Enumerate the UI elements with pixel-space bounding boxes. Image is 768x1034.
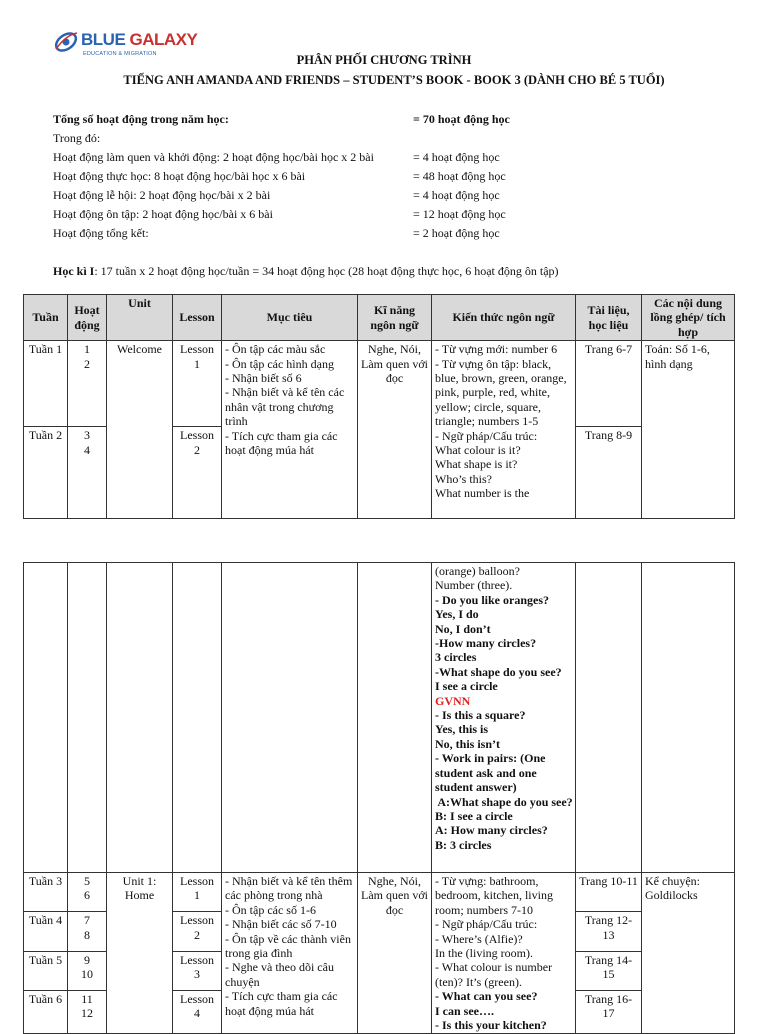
knowledge-line: (orange) balloon? bbox=[435, 564, 520, 578]
activity-cell: 3 4 bbox=[68, 427, 107, 519]
activity-cell: 1 2 bbox=[68, 341, 107, 427]
knowledge-line: -How many circles? bbox=[435, 636, 537, 651]
material-cell: Trang 16-17 bbox=[576, 991, 642, 1034]
lesson-cell: Lesson 4 bbox=[173, 991, 222, 1034]
lesson-cell: Lesson 1 bbox=[173, 873, 222, 912]
empty-cell bbox=[358, 563, 432, 873]
summary-row-value: = 48 hoạt động học bbox=[413, 169, 506, 183]
material-cell: Trang 6-7 bbox=[576, 341, 642, 427]
activity-cell: 5 6 bbox=[68, 873, 107, 912]
header-unit: Unit bbox=[107, 295, 173, 341]
summary-total-row bbox=[53, 112, 713, 131]
table-row bbox=[24, 873, 735, 912]
material-cell: Trang 14-15 bbox=[576, 951, 642, 990]
integration-cell: Toán: Số 1-6, hình dạng bbox=[642, 341, 735, 519]
skills-cell: Nghe, Nói, Làm quen với đọc bbox=[358, 341, 432, 519]
knowledge-line: No, I don’t bbox=[435, 621, 491, 636]
week-cell: Tuần 5 bbox=[24, 951, 68, 990]
logo-brand-blue: BLUE bbox=[81, 30, 126, 49]
skills-cell: Nghe, Nói, Làm quen với đọc bbox=[358, 873, 432, 1034]
empty-cell bbox=[642, 563, 735, 873]
unit-cell: Welcome bbox=[107, 341, 173, 519]
knowledge-cell: - Từ vựng mới: number 6 - Từ vựng ôn tập: black, blue, brown, green, orange, pink, purple, red, white, yellow; circle, square, triangle; numbers 1-5 - Ngữ pháp/Cấu trúc: What colour is it? What shape is it? Who’s this? What number is the bbox=[432, 341, 576, 519]
week-cell: Tuần 1 bbox=[24, 341, 68, 427]
summary-row-label: Hoạt động tổng kết: bbox=[53, 226, 149, 240]
document-subtitle: TIẾNG ANH AMANDA AND FRIENDS – STUDENT’S BOOK - BOOK 3 (DÀNH CHO BÉ 5 TUỔI) bbox=[123, 73, 665, 87]
knowledge-line: - Do you like oranges? bbox=[435, 592, 549, 607]
summary-row-value: = 2 hoạt động học bbox=[413, 226, 500, 240]
summary-row bbox=[53, 188, 713, 207]
activity-summary bbox=[53, 112, 713, 245]
logo-brand-red: GALAXY bbox=[129, 30, 198, 49]
table-row bbox=[24, 341, 735, 427]
knowledge-line: - Is this your kitchen? bbox=[435, 1018, 547, 1033]
summary-row bbox=[53, 169, 713, 188]
empty-cell bbox=[173, 563, 222, 873]
semester-line bbox=[53, 264, 559, 279]
knowledge-text: - Từ vựng: bathroom, bedroom, kitchen, living room; numbers 7-10 - Ngữ pháp/Cấu trúc: - Where’s (Alfie)? In the (living room). - What colour is number (ten)? It’s (green). bbox=[435, 874, 553, 989]
lesson-cell: Lesson 1 bbox=[173, 341, 222, 427]
week-cell: Tuần 4 bbox=[24, 912, 68, 951]
integration-cell: Kể chuyện: Goldilocks bbox=[642, 873, 735, 1034]
semester-text: : 17 tuần x 2 hoạt động học/tuần = 34 hoạt động học (28 hoạt động thực học, 6 hoạt động ôn tập) bbox=[94, 264, 559, 278]
summary-total-label: Tổng số hoạt động trong năm học: bbox=[53, 112, 229, 126]
knowledge-continuation-cell bbox=[432, 563, 576, 873]
empty-cell bbox=[24, 563, 68, 873]
header-knowledge: Kiến thức ngôn ngữ bbox=[432, 295, 576, 341]
summary-row-value: = 12 hoạt động học bbox=[413, 207, 506, 221]
knowledge-line: B: 3 circles bbox=[435, 837, 492, 852]
summary-total-value: = 70 hoạt động học bbox=[413, 112, 510, 126]
table-header-row bbox=[24, 295, 735, 341]
document-title: PHÂN PHỐI CHƯƠNG TRÌNH bbox=[296, 53, 472, 67]
knowledge-line: 3 circles bbox=[435, 650, 477, 665]
summary-row-value: = 4 hoạt động học bbox=[413, 150, 500, 164]
knowledge-line: I can see…. bbox=[435, 1003, 494, 1018]
lesson-cell: Lesson 3 bbox=[173, 951, 222, 990]
summary-row-label: Hoạt động làm quen và khởi động: 2 hoạt động học/bài học x 2 bài bbox=[53, 150, 374, 164]
knowledge-line: -What shape do you see? bbox=[435, 664, 562, 679]
knowledge-line: A: How many circles? bbox=[435, 823, 548, 838]
summary-intro-row bbox=[53, 131, 713, 150]
empty-cell bbox=[222, 563, 358, 873]
knowledge-line: - What can you see? bbox=[435, 989, 538, 1004]
header-activity: Hoạt động bbox=[68, 295, 107, 341]
knowledge-line: B: I see a circle bbox=[435, 808, 513, 823]
knowledge-line: I see a circle bbox=[435, 679, 498, 694]
goals-cell: - Ôn tập các màu sắc - Ôn tập các hình dạng - Nhận biết số 6 - Nhận biết và kể tên các nhân vật trong chương trình - Tích cực tham gia các hoạt động múa hát bbox=[222, 341, 358, 519]
semester-label: Học kì I bbox=[53, 264, 95, 278]
summary-row-label: Hoạt động lễ hội: 2 hoạt động học/bài x 2 bài bbox=[53, 188, 271, 202]
curriculum-table-part1 bbox=[23, 294, 735, 519]
header-materials: Tài liệu, học liệu bbox=[576, 295, 642, 341]
summary-row-label: Hoạt động thực học: 8 hoạt động học/bài học x 6 bài bbox=[53, 169, 306, 183]
activity-cell: 7 8 bbox=[68, 912, 107, 951]
knowledge-line: - Work in pairs: (One student ask and one student answer) bbox=[435, 751, 546, 795]
knowledge-line: A:What shape do you see? bbox=[435, 794, 573, 809]
material-cell: Trang 10-11 bbox=[576, 873, 642, 912]
galaxy-swirl-icon bbox=[53, 29, 79, 55]
lesson-cell: Lesson 2 bbox=[173, 912, 222, 951]
summary-intro: Trong đó: bbox=[53, 131, 101, 145]
empty-cell bbox=[68, 563, 107, 873]
knowledge-line: Yes, this is bbox=[435, 722, 489, 737]
header-lesson: Lesson bbox=[173, 295, 222, 341]
gvnn-label: GVNN bbox=[435, 693, 471, 708]
material-cell: Trang 12-13 bbox=[576, 912, 642, 951]
knowledge-line: Yes, I do bbox=[435, 607, 479, 622]
knowledge-line: - Is this a square? bbox=[435, 708, 526, 723]
activity-cell: 9 10 bbox=[68, 951, 107, 990]
empty-cell bbox=[576, 563, 642, 873]
week-cell: Tuần 2 bbox=[24, 427, 68, 519]
header-integration: Các nội dung lồng ghép/ tích hợp bbox=[642, 295, 735, 341]
summary-row bbox=[53, 207, 713, 226]
summary-row-value: = 4 hoạt động học bbox=[413, 188, 500, 202]
lesson-cell: Lesson 2 bbox=[173, 427, 222, 519]
empty-cell bbox=[107, 563, 173, 873]
table-row bbox=[24, 563, 735, 873]
unit-cell: Unit 1: Home bbox=[107, 873, 173, 1034]
knowledge-line: No, this isn’t bbox=[435, 736, 501, 751]
header-goals: Mục tiêu bbox=[222, 295, 358, 341]
header-week: Tuần bbox=[24, 295, 68, 341]
activity-cell: 11 12 bbox=[68, 991, 107, 1034]
knowledge-line: Number (three). bbox=[435, 578, 513, 593]
summary-row-label: Hoạt động ôn tập: 2 hoạt động học/bài x 6 bài bbox=[53, 207, 273, 221]
logo-tagline: EDUCATION & MIGRATION bbox=[83, 51, 157, 57]
summary-row bbox=[53, 226, 713, 245]
curriculum-table-part2 bbox=[23, 562, 735, 1034]
week-cell: Tuần 6 bbox=[24, 991, 68, 1034]
goals-cell: - Nhận biết và kể tên thêm các phòng trong nhà - Ôn tập các số 1-6 - Nhận biết các số 7-10 - Ôn tập về các thành viên trong gia đình - Nghe và theo dõi câu chuyện - Tích cực tham gia các hoạt động múa hát bbox=[222, 873, 358, 1034]
summary-row bbox=[53, 150, 713, 169]
material-cell: Trang 8-9 bbox=[576, 427, 642, 519]
knowledge-cell bbox=[432, 873, 576, 1034]
week-cell: Tuần 3 bbox=[24, 873, 68, 912]
header-skills: Kĩ năng ngôn ngữ bbox=[358, 295, 432, 341]
